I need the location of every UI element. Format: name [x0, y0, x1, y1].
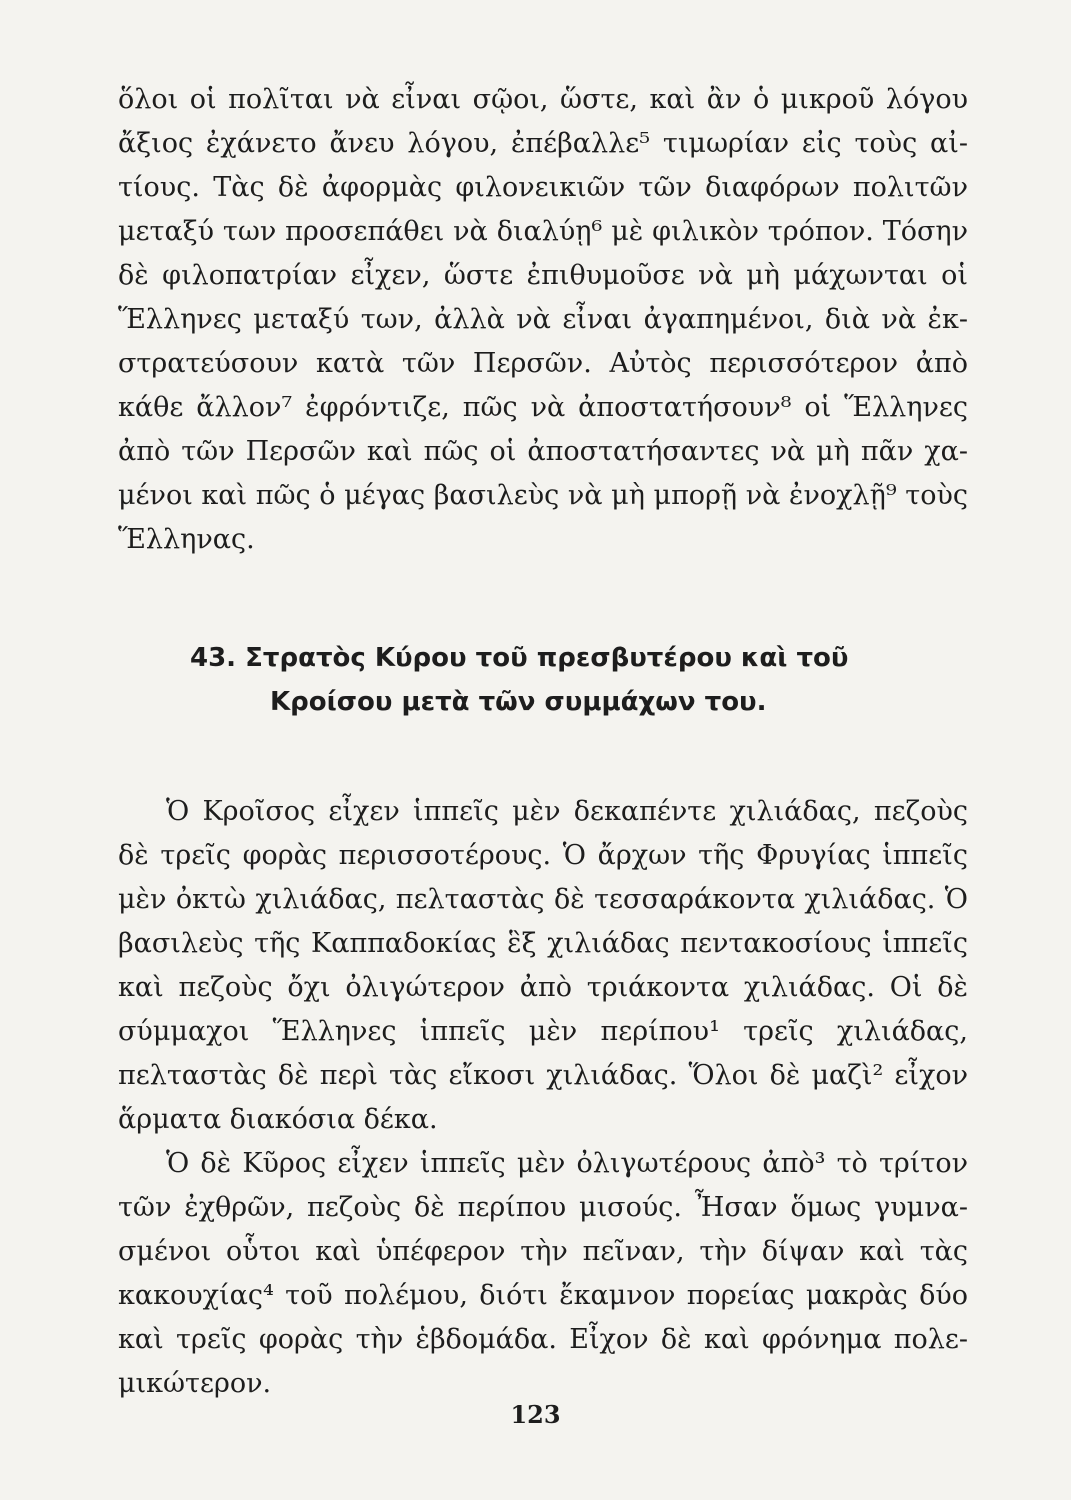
text-line: σύμμαχοι Ἕλληνες ἱππεῖς μὲν περίπου¹ τρεῖς χιλιάδας,: [118, 1016, 968, 1047]
text-line: δὲ τρεῖς φορὰς περισσοτέρους. Ὁ ἄρχων τῆς Φρυγίας ἱππεῖς: [118, 840, 968, 871]
text-line: ὅλοι οἱ πολῖται νὰ εἶναι σῷοι, ὥστε, καὶ ἂν ὁ μικροῦ λόγου: [118, 84, 968, 115]
text-line: Ὁ Κροῖσος εἶχεν ἱππεῖς μὲν δεκαπέντε χιλιάδας, πεζοὺς: [166, 796, 968, 827]
section-heading: [190, 636, 910, 724]
text-line: βασιλεὺς τῆς Καππαδοκίας ἓξ χιλιάδας πεντακοσίους ἱππεῖς: [118, 928, 968, 959]
text-line: Ἕλληνας.: [118, 524, 255, 555]
text-line: μὲν ὀκτὼ χιλιάδας, πελταστὰς δὲ τεσσαράκοντα χιλιάδας. Ὁ: [118, 884, 968, 915]
text-line: μένοι καὶ πῶς ὁ μέγας βασιλεὺς νὰ μὴ μπορῇ νὰ ἐνοχλῇ⁹ τοὺς: [118, 480, 968, 511]
text-line: ἀπὸ τῶν Περσῶν καὶ πῶς οἱ ἀποστατήσαντες νὰ μὴ πᾶν χα-: [118, 436, 968, 467]
text-line: μεταξύ των προσεπάθει νὰ διαλύῃ⁶ μὲ φιλικὸν τρόπον. Τόσην: [118, 216, 968, 247]
text-line: κάθε ἄλλον⁷ ἐφρόντιζε, πῶς νὰ ἀποστατήσουν⁸ οἱ Ἕλληνες: [118, 392, 968, 423]
text-line: ἄξιος ἐχάνετο ἄνευ λόγου, ἐπέβαλλε⁵ τιμωρίαν εἰς τοὺς αἰ-: [118, 128, 968, 159]
text-line: Ὁ δὲ Κῦρος εἶχεν ἱππεῖς μὲν ὀλιγωτέρους ἀπὸ³ τὸ τρίτον: [166, 1148, 968, 1179]
text-line: πελταστὰς δὲ περὶ τὰς εἴκοσι χιλιάδας. Ὅλοι δὲ μαζὶ² εἶχον: [118, 1060, 968, 1091]
text-line: στρατεύσουν κατὰ τῶν Περσῶν. Αὐτὸς περισσότερον ἀπὸ: [118, 348, 968, 379]
text-line: ἅρματα διακόσια δέκα.: [118, 1104, 438, 1135]
text-line: καὶ τρεῖς φορὰς τὴν ἑβδομάδα. Εἶχον δὲ καὶ φρόνημα πολε-: [118, 1324, 968, 1355]
text-line: τῶν ἐχθρῶν, πεζοὺς δὲ περίπου μισούς. Ἦσαν ὅμως γυμνα-: [118, 1192, 968, 1223]
heading-line-2: Κροίσου μετὰ τῶν συμμάχων του.: [270, 687, 767, 717]
text-line: δὲ φιλοπατρίαν εἶχεν, ὥστε ἐπιθυμοῦσε νὰ μὴ μάχωνται οἱ: [118, 260, 968, 291]
text-line: Ἕλληνες μεταξύ των, ἀλλὰ νὰ εἶναι ἀγαπημένοι, διὰ νὰ ἐκ-: [118, 304, 968, 335]
text-line: κακουχίας⁴ τοῦ πολέμου, διότι ἔκαμνον πορείας μακρὰς δύο: [118, 1280, 968, 1311]
text-line: τίους. Τὰς δὲ ἀφορμὰς φιλονεικιῶν τῶν διαφόρων πολιτῶν: [118, 172, 968, 203]
paragraph-2: [118, 790, 968, 1142]
heading-line-1: 43. Στρατὸς Κύρου τοῦ πρεσβυτέρου καὶ τοῦ: [190, 643, 849, 673]
text-line: καὶ πεζοὺς ὄχι ὀλιγώτερον ἀπὸ τριάκοντα χιλιάδας. Οἱ δὲ: [118, 972, 968, 1003]
paragraph-3: [118, 1142, 968, 1406]
text-line: μικώτερον.: [118, 1368, 272, 1399]
paragraph-1: [118, 78, 968, 562]
text-line: σμένοι οὗτοι καὶ ὑπέφερον τὴν πεῖναν, τὴν δίψαν καὶ τὰς: [118, 1236, 968, 1267]
page-number: 123: [510, 1400, 561, 1429]
